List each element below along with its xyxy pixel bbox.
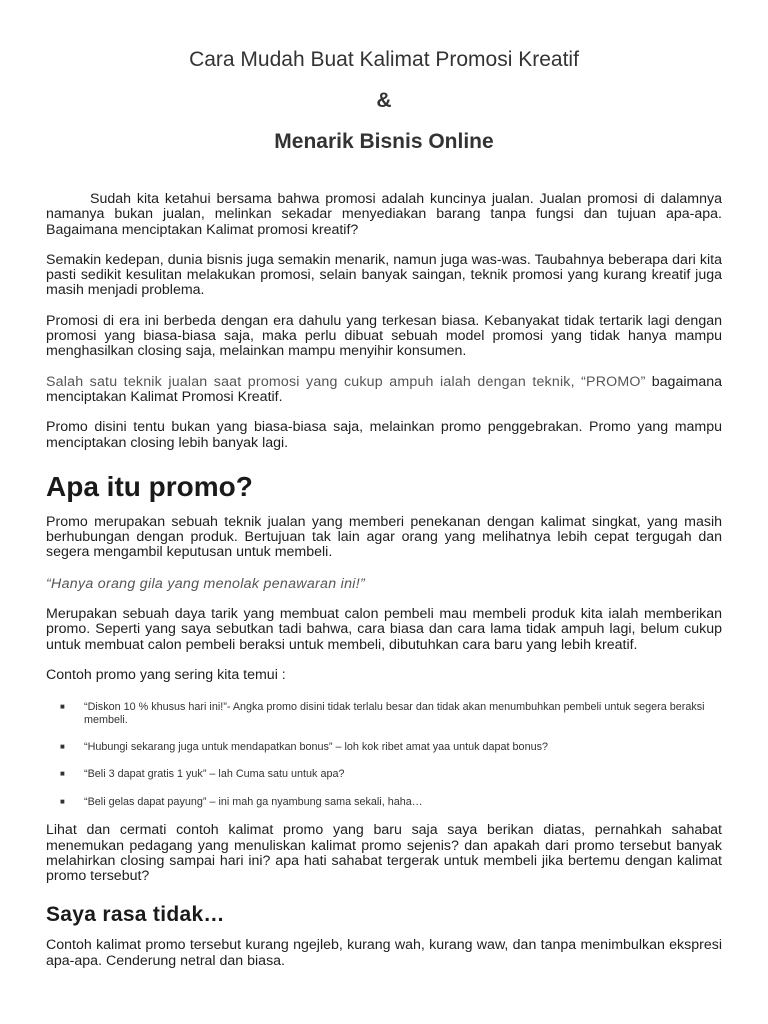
list-item-text: “Diskon 10 % khusus hari ini!”- Angka promo disini tidak terlalu besar dan tidak akan menumbuhkan pembeli untuk segera beraksi membeli. bbox=[84, 701, 705, 726]
list-item bbox=[60, 701, 722, 726]
section1-paragraph-4: Lihat dan cermati contoh kalimat promo yang baru saja saya berikan diatas, pernahkah sahabat menemukan pedagang yang menuliskan kalimat promo sejenis? dan apakah dari promo tersebut banyak melahirkan closing sampai hari ini? apa hati sahabat tergerak untuk membeli jika bertemu dengan kalimat promo tersebut? bbox=[46, 822, 722, 885]
list-item bbox=[60, 796, 722, 808]
bullet-square-icon: ■ bbox=[60, 769, 65, 779]
document-title bbox=[46, 48, 722, 154]
list-item bbox=[60, 741, 722, 753]
intro-paragraph-4-tail: bagaimana menciptakan Kalimat Promosi Kreatif. bbox=[46, 373, 722, 405]
intro-paragraph-5: Promo disini tentu bukan yang biasa-biasa saja, melainkan promo penggebrakan. Promo yang mampu menciptakan closing lebih banyak lagi. bbox=[46, 419, 722, 451]
section1-paragraph-2: Merupakan sebuah daya tarik yang membuat calon pembeli mau membeli produk kita ialah memberikan promo. Seperti yang saya sebutkan tadi bahwa, cara biasa dan cara lama tidak ampuh lagi, belum cukup untuk membuat calon pembeli beraksi untuk membeli, dibutuhkan cara baru yang lebih kreatif. bbox=[46, 606, 722, 653]
list-item-text: “Beli gelas dapat payung” – ini mah ga nyambung sama sekali, haha… bbox=[84, 795, 423, 808]
promo-quote: “Hanya orang gila yang menolak penawaran ini!” bbox=[46, 575, 366, 592]
list-item-text: “Beli 3 dapat gratis 1 yuk” – lah Cuma satu untuk apa? bbox=[84, 768, 345, 781]
section1-paragraph-1: Promo merupakan sebuah teknik jualan yang memberi penekanan dengan kalimat singkat, yang masih berhubungan dengan produk. Bertujuan tak lain agar orang yang melihatnya lebih cepat tergugah dan segera mengambil keputusan untuk membeli. bbox=[46, 513, 722, 561]
title-line-1: Cara Mudah Buat Kalimat Promosi Kreatif bbox=[189, 48, 579, 71]
title-ampersand: & bbox=[376, 89, 392, 112]
section-heading-saya-rasa-tidak: Saya rasa tidak… bbox=[46, 903, 225, 927]
intro-paragraph-2: Semakin kedepan, dunia bisnis juga semakin menarik, namun juga was-was. Taubahnya beberapa dari kita pasti sedikit kesulitan melakukan promosi, selain banyak saingan, teknik promosi yang kurang kreatif juga masih menjadi problema. bbox=[46, 251, 722, 299]
bullet-square-icon: ■ bbox=[60, 702, 65, 712]
intro-paragraph-4-lead: Salah satu teknik jualan saat promosi yang cukup ampuh ialah dengan teknik, “PROMO” bbox=[46, 373, 646, 390]
section-heading-apa-itu-promo: Apa itu promo? bbox=[46, 470, 253, 502]
title-line-2: Menarik Bisnis Online bbox=[274, 130, 494, 153]
intro-paragraph-4 bbox=[46, 375, 722, 406]
bullet-square-icon: ■ bbox=[60, 742, 65, 752]
intro-paragraph-1: Sudah kita ketahui bersama bahwa promosi adalah kuncinya jualan. Jualan promosi di dalamnya namanya bukan jualan, melinkan sekadar menyediakan barang tanpa fungsi dan tujuan apa-apa. Bagaimana menciptakan Kalimat promosi kreatif? bbox=[46, 191, 722, 238]
intro-paragraph-3: Promosi di era ini berbeda dengan era dahulu yang terkesan biasa. Kebanyakat tidak tertarik lagi dengan promosi yang biasa-biasa saja, maka perlu dibuat sebuah model promosi yang tidak hanya mampu menghasilkan closing saja, melainkan mampu menyihir konsumen. bbox=[46, 312, 722, 360]
section1-paragraph-3: Contoh promo yang sering kita temui : bbox=[46, 666, 286, 683]
bullet-square-icon: ■ bbox=[60, 796, 65, 806]
list-item-text: “Hubungi sekarang juga untuk mendapatkan bonus” – loh kok ribet amat yaa untuk dapat bonus? bbox=[84, 741, 548, 754]
section2-paragraph-1: Contoh kalimat promo tersebut kurang ngejleb, kurang wah, kurang waw, dan tanpa menimbulkan ekspresi apa-apa. Cenderung netral dan biasa. bbox=[46, 937, 722, 969]
list-item bbox=[60, 768, 722, 780]
promo-examples-list bbox=[46, 701, 722, 808]
